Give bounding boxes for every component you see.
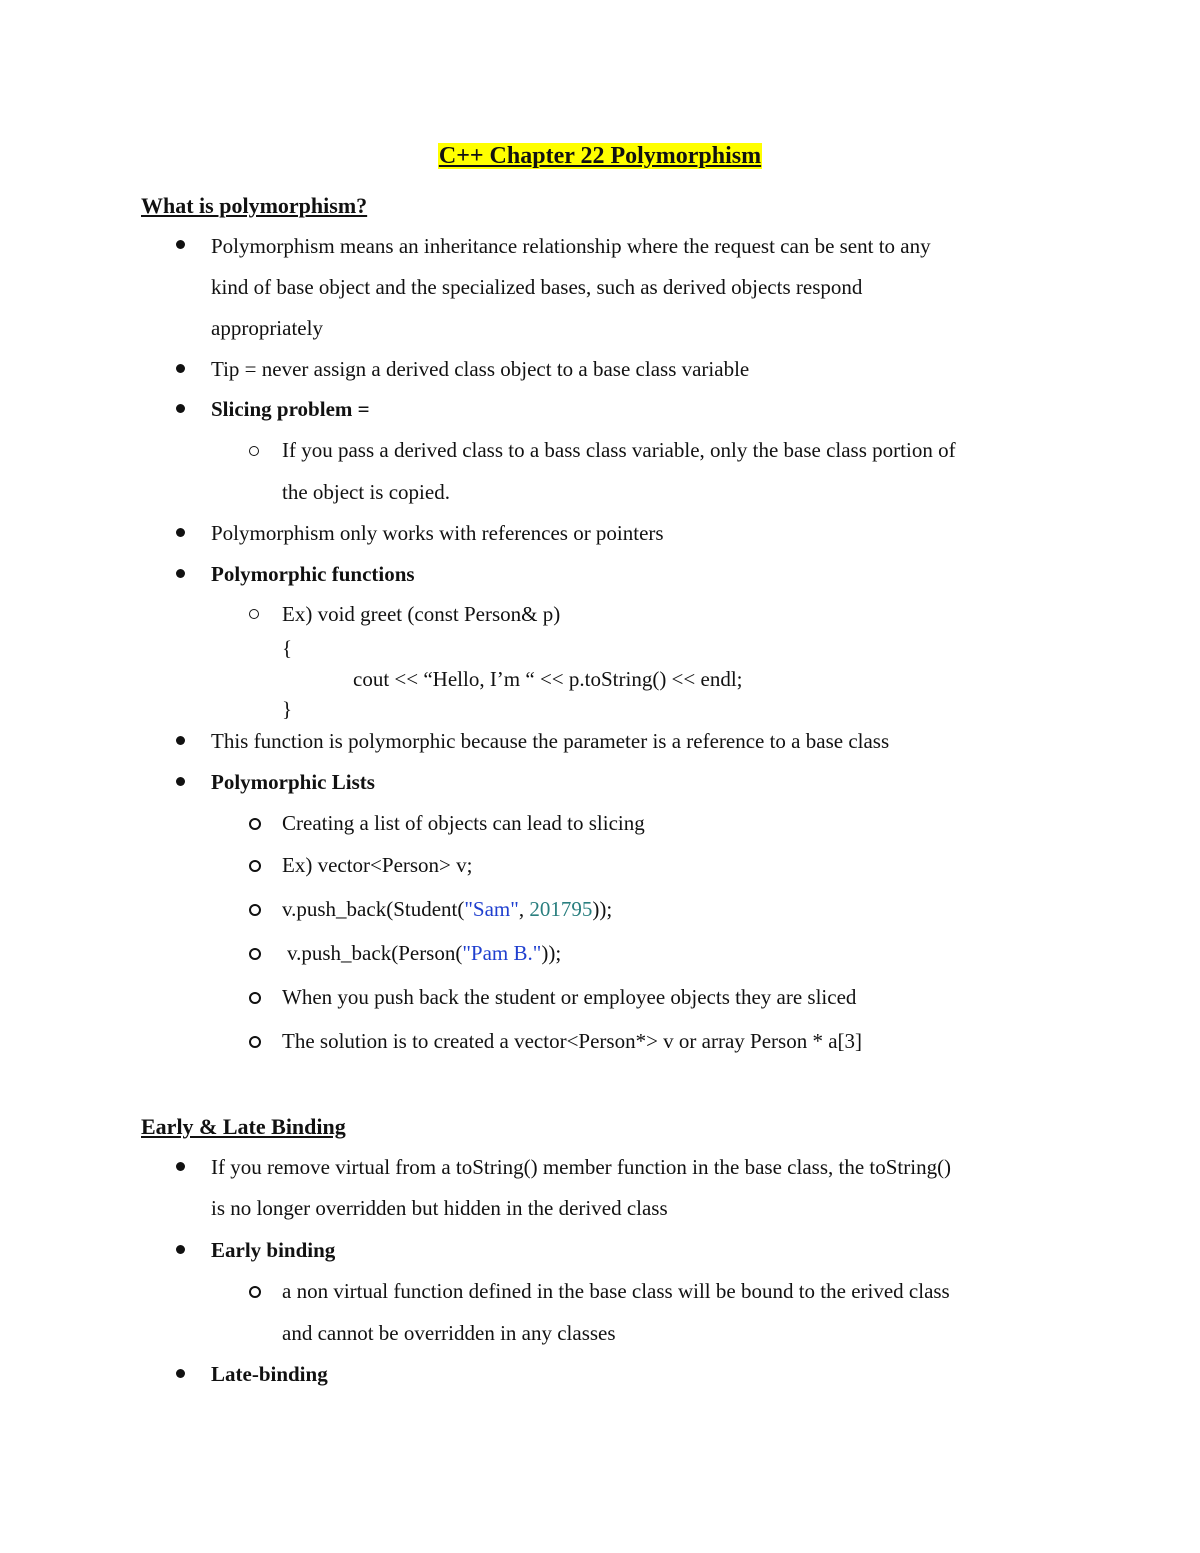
section-heading-what-is-polymorphism: What is polymorphism? [141, 193, 368, 218]
polymorphic-lists-label: Polymorphic Lists [211, 770, 375, 794]
bullet-dot [176, 569, 185, 578]
virtual-line-1: If you remove virtual from a toString() member function in the base class, the toString() [211, 1155, 952, 1179]
push-student-call: v.push_back(Student( [282, 897, 465, 921]
lists-item-solution: The solution is to created a vector<Person*> v or array Person * a[3] [282, 1029, 863, 1053]
tip-text: Tip = never assign a derived class object to a base class variable [211, 357, 750, 381]
definition-line-3: appropriately [211, 316, 323, 340]
bullet-dot [176, 528, 185, 537]
page-title [0, 144, 1200, 168]
code-line-signature: Ex) void greet (const Person& p) [282, 602, 561, 626]
slicing-line-1: If you pass a derived class to a bass class variable, only the base class portion of [282, 438, 956, 462]
slicing-line-2: the object is copied. [282, 480, 450, 504]
bullet-dot [176, 364, 185, 373]
lists-item-vector: Ex) vector<Person> v; [282, 853, 473, 877]
push-student-name-string: "Sam" [464, 897, 519, 921]
bullet-dot [176, 1162, 185, 1171]
sub-bullet-circle [249, 1036, 261, 1048]
slicing-problem-label: Slicing problem = [211, 397, 370, 421]
section-heading-early-late-binding: Early & Late Binding [141, 1114, 346, 1139]
push-person-name-string: "Pam B." [462, 941, 542, 965]
push-student-close: )); [592, 897, 613, 921]
sub-bullet-circle [249, 904, 261, 916]
references-text: Polymorphism only works with references or pointers [211, 521, 664, 545]
sub-bullet-circle [249, 818, 261, 830]
lists-item-sliced: When you push back the student or employee objects they are sliced [282, 985, 857, 1009]
polymorphic-note: This function is polymorphic because the parameter is a reference to a base class [211, 729, 890, 753]
lists-item-push-student [282, 899, 612, 920]
virtual-line-2: is no longer overridden but hidden in the derived class [211, 1196, 668, 1220]
early-binding-line-1: a non virtual function defined in the base class will be bound to the erived class [282, 1279, 950, 1303]
early-binding-line-2: and cannot be overridden in any classes [282, 1321, 616, 1345]
push-person-call: v.push_back(Person( [287, 941, 463, 965]
code-line-close-brace: } [282, 697, 293, 721]
code-line-body: cout << “Hello, I’m “ << p.toString() << endl; [353, 667, 743, 691]
definition-line-2: kind of base object and the specialized bases, such as derived objects respond [211, 275, 863, 299]
bullet-dot [176, 1369, 185, 1378]
bullet-dot [176, 1245, 185, 1254]
sub-bullet-circle [249, 992, 261, 1004]
definition-line-1: Polymorphism means an inheritance relationship where the request can be sent to any [211, 234, 931, 258]
sub-bullet-circle [249, 446, 259, 456]
bullet-dot [176, 736, 185, 745]
sub-bullet-circle [249, 948, 261, 960]
late-binding-label: Late-binding [211, 1362, 328, 1386]
push-student-comma: , [518, 897, 530, 921]
sub-bullet-circle [249, 609, 259, 619]
polymorphic-functions-label: Polymorphic functions [211, 562, 415, 586]
sub-bullet-circle [249, 860, 261, 872]
lists-item-push-person [287, 943, 561, 964]
sub-bullet-circle [249, 1286, 261, 1298]
page-title-text: C++ Chapter 22 Polymorphism [438, 143, 762, 169]
bullet-dot [176, 404, 185, 413]
lists-item-slicing: Creating a list of objects can lead to slicing [282, 811, 645, 835]
code-line-open-brace: { [282, 636, 293, 660]
push-student-id-number: 201795 [529, 897, 593, 921]
push-person-close: )); [541, 941, 562, 965]
bullet-dot [176, 240, 185, 249]
bullet-dot [176, 777, 185, 786]
early-binding-label: Early binding [211, 1238, 336, 1262]
